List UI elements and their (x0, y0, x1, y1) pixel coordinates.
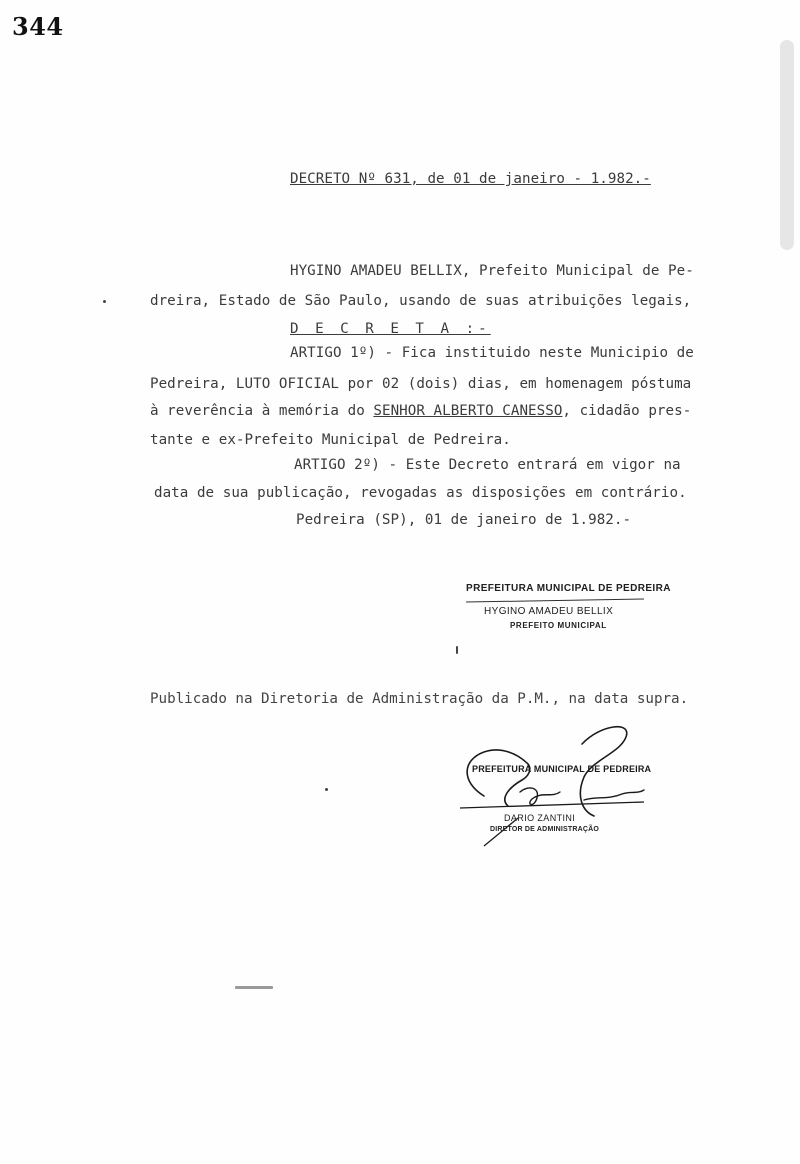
decreta-text: D E C R E T A :- (290, 321, 491, 337)
director-stamp-header: PREFEITURA MUNICIPAL DE PEDREIRA (472, 764, 652, 774)
place-and-date: Pedreira (SP), 01 de janeiro de 1.982.- (296, 512, 632, 528)
mayor-name: HYGINO AMADEU BELLIX (484, 606, 614, 617)
decreta-heading (290, 322, 491, 336)
scan-speck (456, 646, 458, 654)
page-number: 344 (12, 12, 64, 41)
mayor-role: PREFEITO MUNICIPAL (510, 621, 607, 630)
artigo1-line-3 (150, 404, 691, 418)
decree-preamble-line-1: HYGINO AMADEU BELLIX, Prefeito Municipal de Pe- (290, 263, 694, 279)
director-name: DARIO ZANTINI (504, 813, 576, 823)
decree-title (290, 172, 651, 186)
mayor-signature-stamp (466, 579, 676, 649)
mayor-stamp-header: PREFEITURA MUNICIPAL DE PEDREIRA (466, 583, 671, 594)
scan-speck (235, 986, 273, 989)
artigo1-line-4: tante e ex-Prefeito Municipal de Pedreira. (150, 432, 511, 448)
decree-title-text: DECRETO Nº 631, de 01 de janeiro - 1.982.- (290, 171, 651, 187)
director-signature-stamp (456, 722, 666, 848)
honoree-name: SENHOR ALBERTO CANESSO (373, 403, 563, 419)
decree-preamble-line-2: dreira, Estado de São Paulo, usando de suas atribuições legais, (150, 293, 692, 309)
artigo2-line-1: ARTIGO 2º) - Este Decreto entrará em vigor na (294, 457, 681, 473)
scan-shadow (780, 40, 794, 250)
artigo2-line-2: data de sua publicação, revogadas as disposições em contrário. (154, 485, 687, 501)
artigo1-line-3-post: , cidadão pres- (562, 403, 692, 419)
artigo1-line-3-pre: à reverência à memória do (150, 403, 374, 419)
artigo1-line-2: Pedreira, LUTO OFICIAL por 02 (dois) dias, em homenagem póstuma (150, 376, 692, 392)
scan-speck (103, 300, 106, 303)
scan-speck (325, 788, 328, 791)
director-role: DIRETOR DE ADMINISTRAÇÃO (490, 826, 600, 833)
publication-note: Publicado na Diretoria de Administração da P.M., na data supra. (150, 691, 689, 707)
artigo1-line-1: ARTIGO 1º) - Fica instituido neste Municipio de (290, 345, 694, 361)
mayor-signature-line (466, 598, 644, 602)
